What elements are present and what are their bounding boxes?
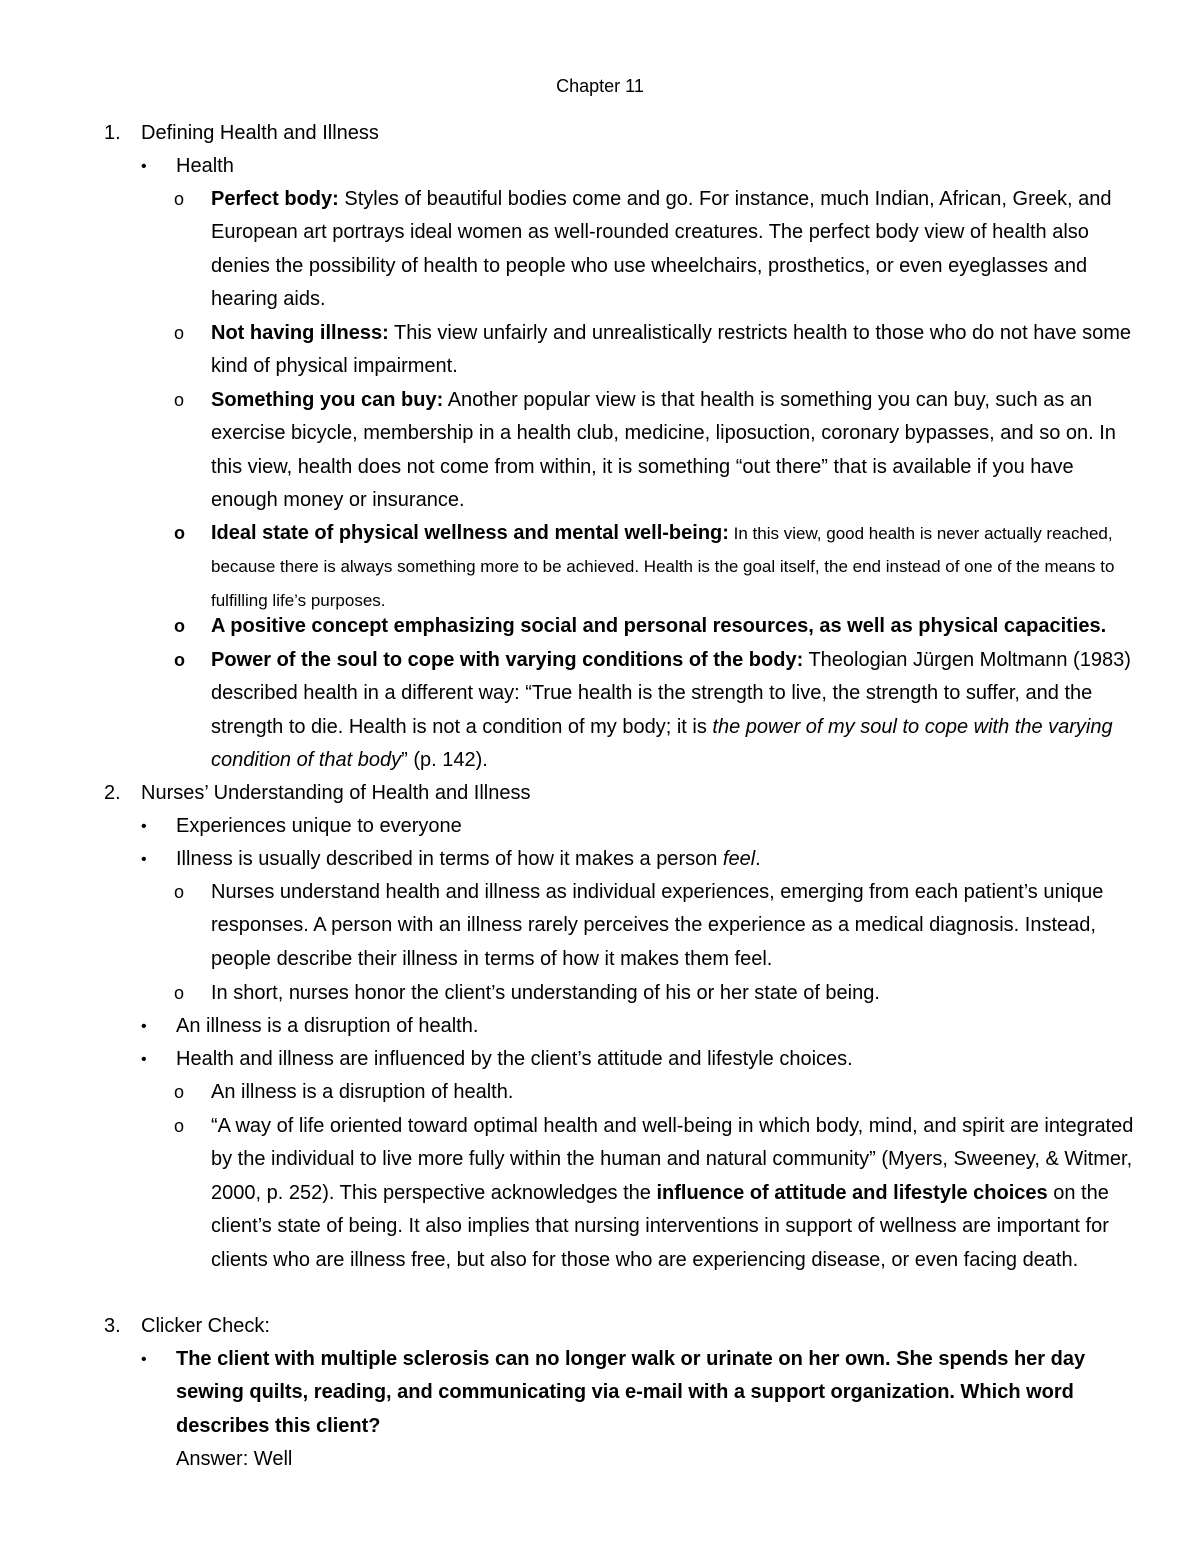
item-text: Illness is usually described in terms of how it makes a person	[176, 848, 723, 870]
term-text: Theologian Jürgen Moltmann (1983) described health in a different way: “True health is the strength to live, the strength to suffer, and the strength to die. Health is not a condition of my body; it is	[211, 649, 1131, 738]
term-text: Styles of beautiful bodies come and go. For instance, much Indian, African, Greek, and European art portrays ideal women as well-rounded creatures. The perfect body view of health also denies the possibility of health to people who use wheelchairs, prosthetics, or even eyeglasses and hearing aids.	[211, 188, 1112, 311]
list-item-health: Health	[176, 155, 234, 177]
clicker-question: The client with multiple sclerosis can no longer walk or urinate on her own. She spends her day sewing quilts, reading, and communicating via e-mail with a support organization. Which word describes this client?	[176, 1348, 1086, 1437]
circle-bullet-icon: o	[174, 1116, 185, 1136]
list-item-way-of-life	[211, 1110, 1141, 1277]
circle-bullet-icon: o	[174, 390, 185, 410]
list-item-experiences: Experiences unique to everyone	[176, 815, 462, 837]
list-number-1: 1.	[104, 122, 121, 144]
bullet-icon: •	[141, 1018, 147, 1035]
bullet-icon: •	[141, 851, 147, 868]
list-item-positive-concept: A positive concept emphasizing social and personal resources, as well as physical capacities.	[211, 615, 1107, 637]
list-number-2: 2.	[104, 782, 121, 804]
list-item-disruption: An illness is a disruption of health.	[176, 1015, 479, 1037]
list-item-attitude-lifestyle: Health and illness are influenced by the client’s attitude and lifestyle choices.	[176, 1048, 853, 1070]
bullet-icon: •	[141, 158, 147, 175]
list-number-3: 3.	[104, 1315, 121, 1337]
list-item-perfect-body	[211, 183, 1141, 317]
circle-bullet-icon: o	[174, 323, 185, 343]
bullet-icon: •	[141, 1351, 147, 1368]
term-text: Another popular view is that health is something you can buy, such as an exercise bicycle, membership in a health club, medicine, liposuction, coronary bypasses, and so on. In this view, health does not come from within, it is something “out there” that is available if you have enough money or insurance.	[211, 389, 1116, 512]
bullet-icon: •	[141, 1051, 147, 1068]
circle-bullet-icon: o	[174, 523, 185, 543]
circle-bullet-icon: o	[174, 882, 185, 902]
item-text-end: .	[755, 848, 761, 870]
circle-bullet-icon: o	[174, 189, 185, 209]
list-item-nurses-understand: Nurses understand health and illness as individual experiences, emerging from each patient’s unique responses. A person with an illness rarely perceives the experience as a medical diagnosis. Instead, people describe their illness in terms of how it makes them feel.	[211, 881, 1104, 970]
term-text-end: ” (p. 142).	[401, 749, 488, 772]
list-item-in-short: In short, nurses honor the client’s understanding of his or her state of being.	[211, 982, 880, 1004]
list-item-illness-feel	[176, 843, 1136, 876]
list-item-not-having-illness	[211, 317, 1141, 384]
list-item-disruption-sub: An illness is a disruption of health.	[211, 1081, 514, 1103]
section-heading-2: Nurses’ Understanding of Health and Illness	[141, 782, 531, 804]
circle-bullet-icon: o	[174, 1082, 185, 1102]
item-bold: influence of attitude and lifestyle choices	[656, 1181, 1048, 1204]
term-label: Power of the soul to cope with varying conditions of the body:	[211, 649, 804, 671]
circle-bullet-icon: o	[174, 983, 185, 1003]
clicker-answer: Answer: Well	[176, 1448, 293, 1470]
section-heading-1: Defining Health and Illness	[141, 122, 379, 144]
page-title: Chapter 11	[556, 76, 644, 96]
item-italic: feel	[722, 848, 756, 870]
section-heading-3: Clicker Check:	[141, 1315, 270, 1337]
term-label: Not having illness:	[211, 322, 389, 344]
list-item-ideal-state	[211, 517, 1141, 617]
list-item-power-of-soul	[211, 644, 1141, 778]
circle-bullet-icon: o	[174, 650, 185, 670]
term-label: Ideal state of physical wellness and mental well-being:	[211, 522, 729, 544]
circle-bullet-icon: o	[174, 616, 185, 636]
term-text: In this view, good health is never actually reached, because there is always something more to be achieved. Health is the goal itself, the end instead of one of the means to fulfilling life’s purposes.	[211, 524, 1115, 610]
item-text-end: on the client’s state of being. It also implies that nursing interventions in support of wellness are important for clients who are illness free, but also for those who are experiencing disease, or even facing death.	[211, 1181, 1109, 1271]
list-item-something-you-can-buy	[211, 384, 1141, 518]
quote-italic: the power of my soul to cope with the varying condition of that body	[211, 715, 1113, 772]
item-text: “A way of life oriented toward optimal health and well-being in which body, mind, and spirit are integrated by the individual to live more fully within the human and natural community” (Myers, Sweeney, & Witmer, 2000, p. 252). This perspective acknowledges the	[211, 1115, 1134, 1204]
term-label: Perfect body:	[211, 188, 339, 210]
bullet-icon: •	[141, 818, 147, 835]
term-text: This view unfairly and unrealistically restricts health to those who do not have some kind of physical impairment.	[211, 322, 1132, 378]
term-label: Something you can buy:	[211, 389, 444, 411]
